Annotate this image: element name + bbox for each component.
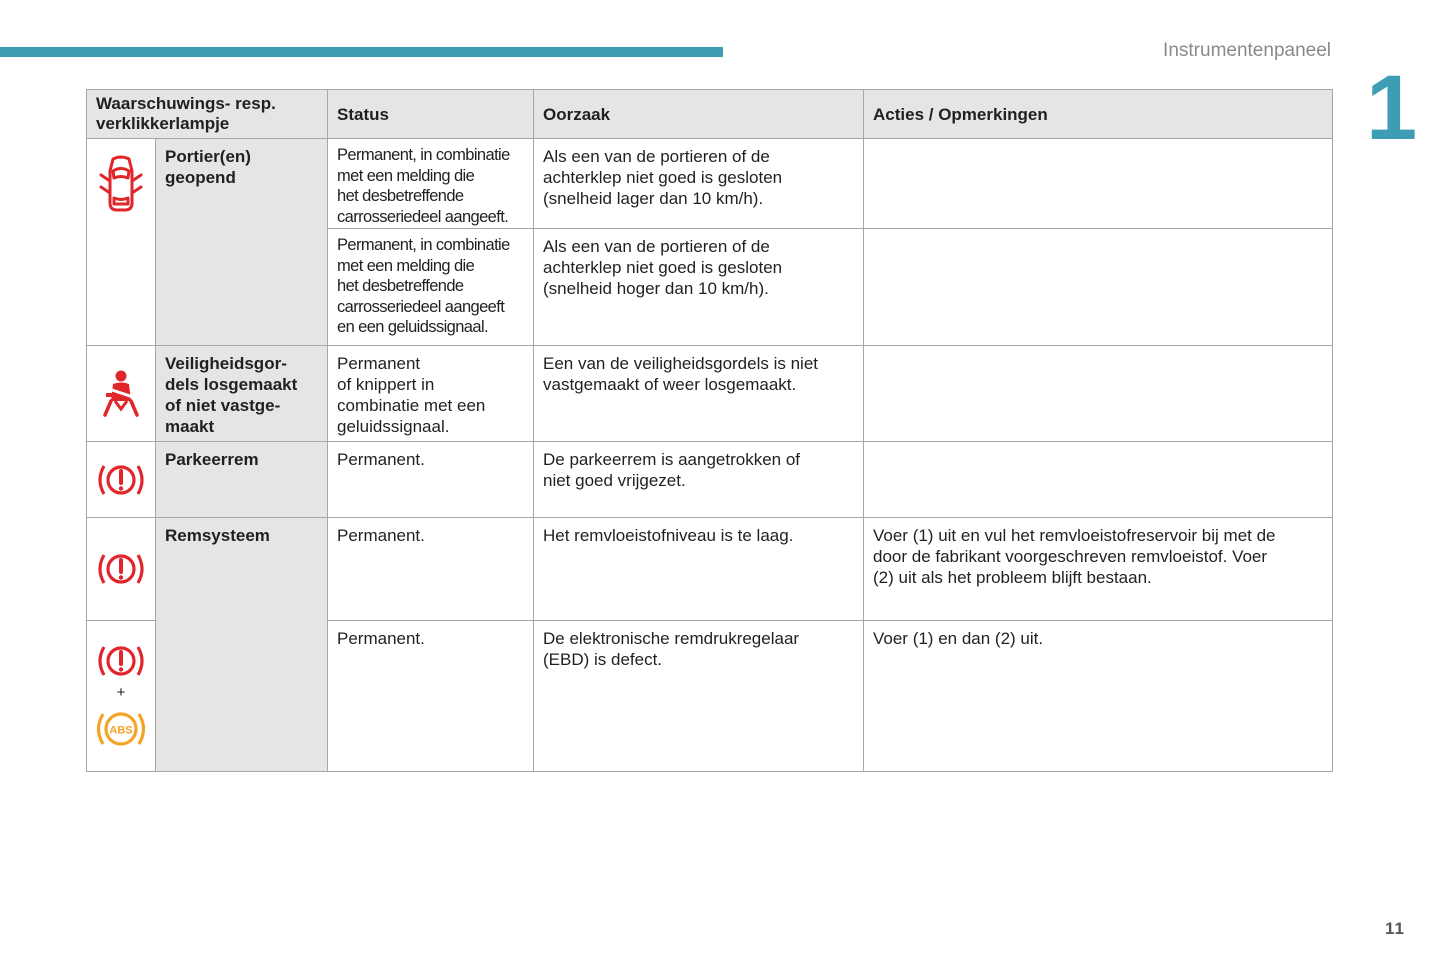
actions-cell: Voer (1) uit en vul het remvloeistofreservoir bij met de door de fabrikant voorgeschreven remvloeistof. Voer (2) uit als het probleem blijft bestaan. bbox=[864, 518, 1333, 621]
icon-cell bbox=[87, 346, 156, 442]
table-row bbox=[87, 442, 1333, 518]
actions-cell bbox=[864, 139, 1333, 229]
header-lamp: Waarschuwings- resp. verklikkerlampje bbox=[87, 90, 328, 139]
status-cell: Permanent. bbox=[328, 442, 534, 518]
brake-warning-icon bbox=[96, 549, 146, 589]
plus-sign: + bbox=[116, 684, 126, 701]
abs-icon bbox=[94, 707, 148, 751]
chapter-number: 1 bbox=[1366, 57, 1418, 159]
table-row bbox=[87, 346, 1333, 442]
header-actions: Acties / Opmerkingen bbox=[864, 90, 1333, 139]
lamp-name-parking-brake: Parkeerrem bbox=[156, 442, 328, 518]
table-header-row bbox=[87, 90, 1333, 139]
abs-label: ABS bbox=[109, 724, 133, 737]
brake-warning-icon bbox=[96, 460, 146, 500]
status-cell: Permanent of knippert in combinatie met een geluidssignaal. bbox=[328, 346, 534, 442]
lamp-name-seatbelt: Veiligheidsgor- dels losgemaakt of niet vastge- maakt bbox=[156, 346, 328, 442]
page-number: 11 bbox=[1385, 919, 1405, 938]
cause-cell: Een van de veiligheidsgordels is niet vastgemaakt of weer losgemaakt. bbox=[534, 346, 864, 442]
open-door-car-icon bbox=[98, 155, 144, 213]
status-cell: Permanent. bbox=[328, 518, 534, 621]
icon-cell bbox=[87, 442, 156, 518]
cause-cell: De parkeerrem is aangetrokken of niet goed vrijgezet. bbox=[534, 442, 864, 518]
section-title: Instrumentenpaneel bbox=[1163, 40, 1331, 61]
icon-cell bbox=[87, 139, 156, 346]
status-cell: Permanent. bbox=[328, 621, 534, 772]
actions-cell bbox=[864, 346, 1333, 442]
table-row bbox=[87, 139, 1333, 229]
cause-cell: De elektronische remdrukregelaar (EBD) is defect. bbox=[534, 621, 864, 772]
lamp-name-doors: Portier(en) geopend bbox=[156, 139, 328, 346]
table-row bbox=[87, 518, 1333, 621]
icon-cell bbox=[87, 621, 156, 772]
header-cause: Oorzaak bbox=[534, 90, 864, 139]
cause-cell: Het remvloeistofniveau is te laag. bbox=[534, 518, 864, 621]
actions-cell bbox=[864, 442, 1333, 518]
seatbelt-icon bbox=[100, 369, 142, 419]
status-cell: Permanent, in combinatie met een melding die het desbetreffende carrosseriedeel aangeeft. bbox=[328, 139, 534, 229]
cause-cell: Als een van de portieren of de achterklep niet goed is gesloten (snelheid lager dan 10 km/h). bbox=[534, 139, 864, 229]
icon-cell bbox=[87, 518, 156, 621]
lamp-name-brake-system: Remsysteem bbox=[156, 518, 328, 772]
brake-warning-icon bbox=[96, 641, 146, 681]
header-status: Status bbox=[328, 90, 534, 139]
actions-cell bbox=[864, 229, 1333, 346]
warning-lamps-table bbox=[86, 89, 1333, 772]
cause-cell: Als een van de portieren of de achterklep niet goed is gesloten (snelheid hoger dan 10 km/h). bbox=[534, 229, 864, 346]
status-cell: Permanent, in combinatie met een melding die het desbetreffende carrosseriedeel aangeeft en een geluidssignaal. bbox=[328, 229, 534, 346]
actions-cell: Voer (1) en dan (2) uit. bbox=[864, 621, 1333, 772]
top-accent-bar bbox=[0, 47, 723, 57]
